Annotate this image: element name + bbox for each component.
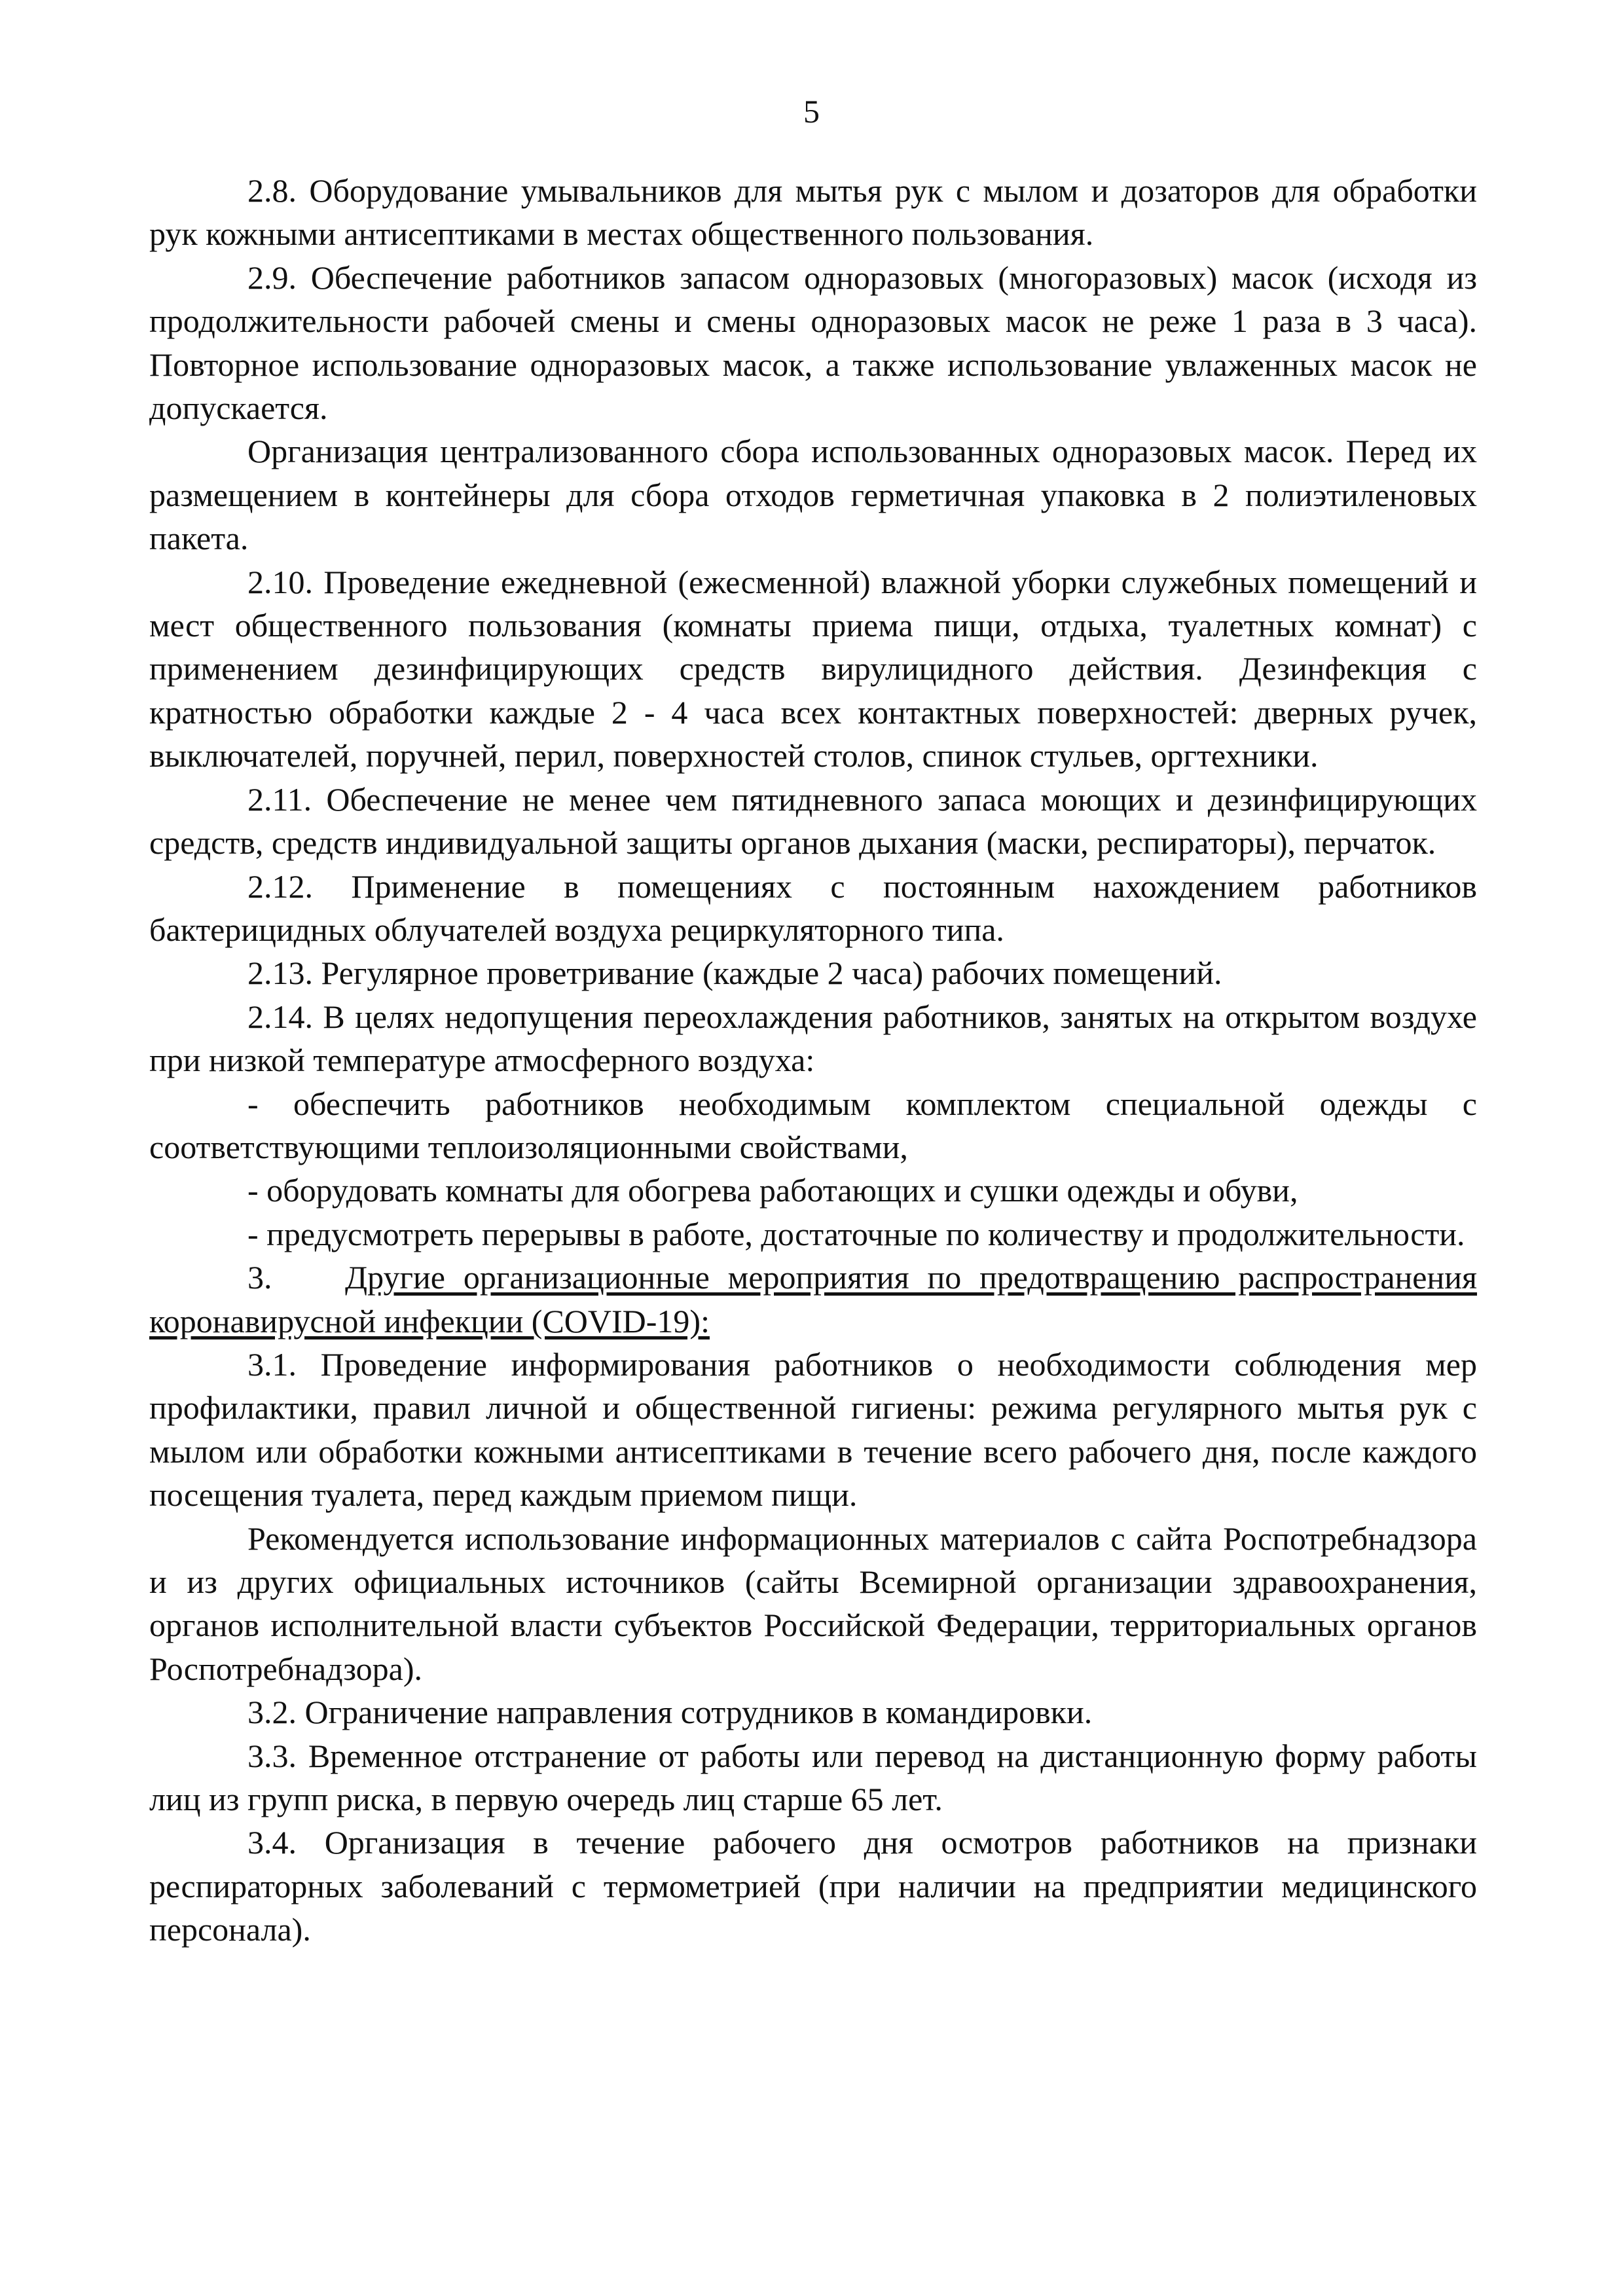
paragraph-3-4: 3.4. Организация в течение рабочего дня осмотров работников на признаки респираторных заболеваний с термометрией (при наличии на предприятии медицинского персонала). <box>149 1824 1477 1948</box>
list-item-heating-rooms: - оборудовать комнаты для обогрева работающих и сушки одежды и обуви, <box>247 1172 1298 1209</box>
paragraph-2-12: 2.12. Применение в помещениях с постоянным нахождением работников бактерицидных облучателей воздуха рециркуляторного типа. <box>149 867 1477 948</box>
paragraph-2-8: 2.8. Оборудование умывальников для мытья рук с мылом и дозаторов для обработки рук кожными антисептиками в местах общественного пользования. <box>149 172 1477 253</box>
section-3-title: Другие организационные мероприятия по предотвращению распространения коронавирусной инфекции (COVID-19): <box>149 1259 1478 1339</box>
section-3-number: 3. <box>247 1259 272 1296</box>
section-3-heading <box>149 1256 1477 1343</box>
paragraph-3-3: 3.3. Временное отстранение от работы или перевод на дистанционную форму работы лиц из групп риска, в первую очередь лиц старше 65 лет. <box>149 1737 1477 1818</box>
paragraph-3-2: 3.2. Ограничение направления сотрудников в командировки. <box>247 1694 1093 1731</box>
paragraph-masks-collection: Организация централизованного сбора использованных одноразовых масок. Перед их размещением в контейнеры для сбора отходов герметичная упаковка в 2 полиэтиленовых пакета. <box>149 433 1477 557</box>
paragraph-2-14: 2.14. В целях недопущения переохлаждения работников, занятых на открытом воздухе при низкой температуре атмосферного воздуха: <box>149 998 1477 1079</box>
paragraph-2-10: 2.10. Проведение ежедневной (ежесменной) влажной уборки служебных помещений и мест общественного пользования (комнаты приема пищи, отдыха, туалетных комнат) с применением дезинфицирующих средств вирулицидного действия. Дезинфекция с кратностью обработки каждые 2 - 4 часа всех контактных поверхностей: дверных ручек, выключателей, поручней, перил, поверхностей столов, спинок стульев, оргтехники. <box>149 563 1477 774</box>
page-number: 5 <box>803 93 820 130</box>
paragraph-recommendation: Рекомендуется использование информационных материалов с сайта Роспотребнадзора и из других официальных источников (сайты Всемирной организации здравоохранения, органов исполнительной власти субъектов Российской Федерации, территориальных органов Роспотребнадзора). <box>149 1520 1477 1687</box>
document-body <box>149 169 1477 1952</box>
list-item-clothing: - обеспечить работников необходимым комплектом специальной одежды с соответствующими теплоизоляционными свойствами, <box>149 1085 1477 1165</box>
paragraph-2-13: 2.13. Регулярное проветривание (каждые 2 часа) рабочих помещений. <box>247 955 1222 992</box>
list-item-breaks: - предусмотреть перерывы в работе, достаточные по количеству и продолжительности. <box>247 1215 1465 1252</box>
paragraph-2-11: 2.11. Обеспечение не менее чем пятидневного запаса моющих и дезинфицирующих средств, средств индивидуальной защиты органов дыхания (маски, респираторы), перчаток. <box>149 780 1477 862</box>
paragraph-3-1: 3.1. Проведение информирования работников о необходимости соблюдения мер профилактики, правил личной и общественной гигиены: режима регулярного мытья рук с мылом или обработки кожными антисептиками в течение всего рабочего дня, после каждого посещения туалета, перед каждым приемом пищи. <box>149 1345 1477 1514</box>
paragraph-2-9: 2.9. Обеспечение работников запасом одноразовых (многоразовых) масок (исходя из продолжительности рабочей смены и смены одноразовых масок не реже 1 раза в 3 часа). Повторное использование одноразовых масок, а также использование увлаженных масок не допускается. <box>149 259 1477 427</box>
